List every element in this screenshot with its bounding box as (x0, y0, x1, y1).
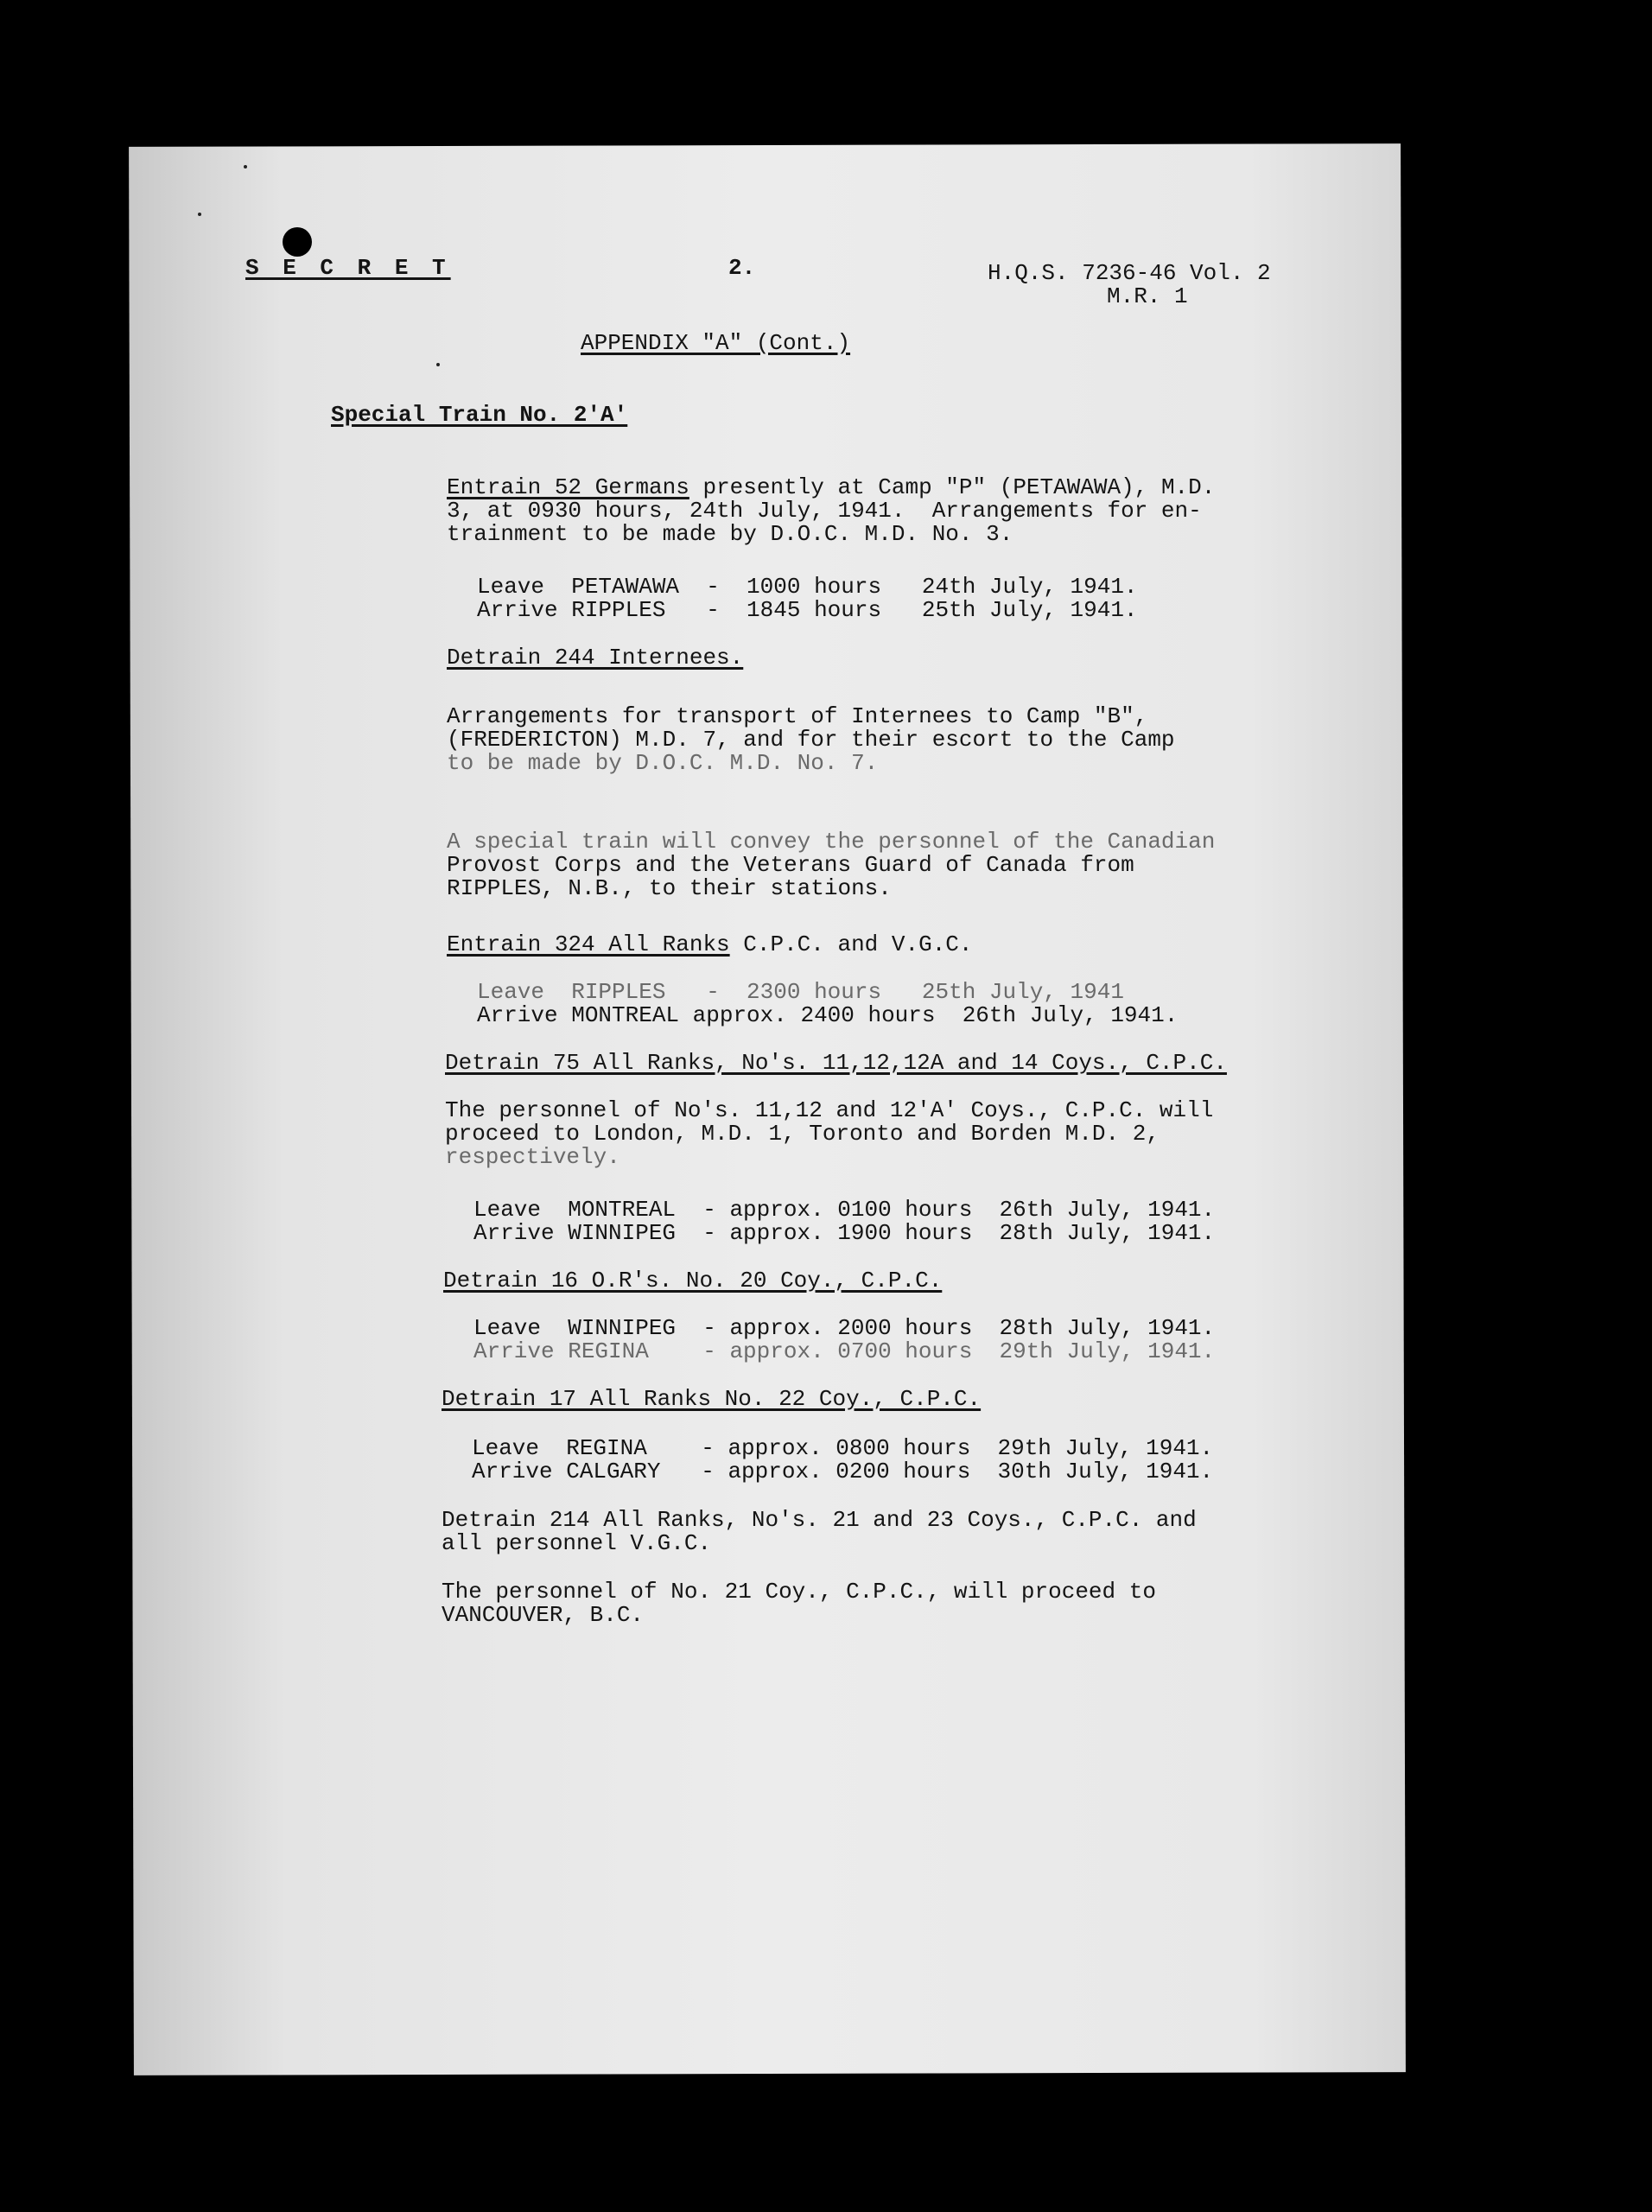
detrain-internees-heading: Detrain 244 Internees. (447, 645, 744, 671)
personnel-para-line2: proceed to London, M.D. 1, Toronto and Borden M.D. 2, (445, 1121, 1160, 1147)
special-train-para-line1: A special train will convey the personnel of the Canadian (447, 829, 1216, 855)
special-train-para-line2: Provost Corps and the Veterans Guard of Canada from (447, 852, 1134, 878)
schedule-1-arrive: Arrive RIPPLES - 1845 hours 25th July, 1941. (477, 597, 1138, 623)
detrain-75-heading: Detrain 75 All Ranks, No's. 11,12,12A and 14 Coys., C.P.C. (445, 1050, 1227, 1076)
final-para-line1: The personnel of No. 21 Coy., C.P.C., will proceed to (442, 1579, 1156, 1605)
schedule-3-leave: Leave MONTREAL - approx. 0100 hours 26th July, 1941. (473, 1197, 1216, 1223)
train-title: Special Train No. 2'A' (331, 402, 628, 428)
schedule-4-leave: Leave WINNIPEG - approx. 2000 hours 28th July, 1941. (473, 1315, 1216, 1341)
entrain-germans-line3: trainment to be made by D.O.C. M.D. No. 3. (447, 521, 1013, 547)
entrain-germans-heading: Entrain 52 Germans (447, 474, 689, 500)
detrain-214-line1: Detrain 214 All Ranks, No's. 21 and 23 Coys., C.P.C. and (442, 1507, 1197, 1533)
entrain-germans-line1 (447, 476, 1215, 499)
personnel-para-line1: The personnel of No's. 11,12 and 12'A' Coys., C.P.C. will (445, 1097, 1214, 1123)
file-reference: H.Q.S. 7236-46 Vol. 2 (988, 260, 1271, 286)
special-train-para-line3: RIPPLES, N.B., to their stations. (447, 875, 892, 901)
file-reference-sub: M.R. 1 (1107, 283, 1188, 309)
schedule-3-arrive: Arrive WINNIPEG - approx. 1900 hours 28th July, 1941. (473, 1220, 1216, 1246)
entrain-324-rest: C.P.C. and V.G.C. (729, 931, 973, 957)
appendix-title: APPENDIX "A" (Cont.) (581, 330, 851, 356)
schedule-5-arrive: Arrive CALGARY - approx. 0200 hours 30th July, 1941. (472, 1459, 1214, 1484)
transport-para-line2: (FREDERICTON) M.D. 7, and for their escort to the Camp (447, 727, 1175, 753)
schedule-5-leave: Leave REGINA - approx. 0800 hours 29th July, 1941. (472, 1435, 1214, 1461)
entrain-germans-line1-text: presently at Camp "P" (PETAWAWA), M.D. (689, 474, 1216, 500)
transport-para-line1: Arrangements for transport of Internees to Camp "B", (447, 703, 1148, 729)
schedule-1-leave: Leave PETAWAWA - 1000 hours 24th July, 1941. (477, 574, 1138, 600)
schedule-4-arrive: Arrive REGINA - approx. 0700 hours 29th July, 1941. (473, 1338, 1216, 1364)
page-number: 2. (728, 255, 756, 281)
entrain-324-line (447, 933, 973, 957)
schedule-2-leave: Leave RIPPLES - 2300 hours 25th July, 1941 (477, 979, 1124, 1005)
entrain-324-heading: Entrain 324 All Ranks (447, 931, 730, 957)
classification-label: S E C R E T (245, 255, 451, 281)
final-para-line2: VANCOUVER, B.C. (442, 1602, 645, 1628)
detrain-16-heading: Detrain 16 O.R's. No. 20 Coy., C.P.C. (443, 1268, 943, 1294)
detrain-17-heading: Detrain 17 All Ranks No. 22 Coy., C.P.C. (442, 1386, 982, 1412)
entrain-germans-line2: 3, at 0930 hours, 24th July, 1941. Arrangements for en- (447, 498, 1202, 524)
detrain-214-line2: all personnel V.G.C. (442, 1530, 712, 1556)
transport-para-line3: to be made by D.O.C. M.D. No. 7. (447, 750, 879, 776)
schedule-2-arrive: Arrive MONTREAL approx. 2400 hours 26th July, 1941. (477, 1002, 1179, 1028)
personnel-para-line3: respectively. (445, 1144, 620, 1170)
